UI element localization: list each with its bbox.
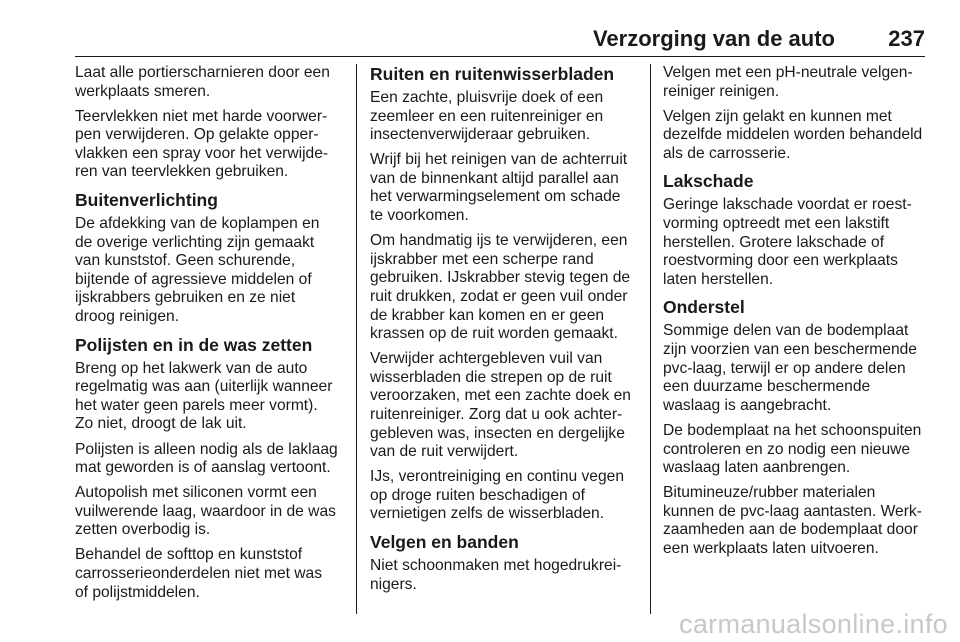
section-title: Verzorging van de auto [592,26,835,51]
paragraph: Velgen zijn gelakt en kunnen met dezelfde middelen worden behandeld als de carrosserie. [663,107,923,162]
paragraph: IJs, verontreiniging en continu vegen op droge ruiten beschadigen of vernietigen zelfs de wisserbladen. [370,468,624,523]
paragraph: Polijsten is alleen nodig als de laklaag mat geworden is of aanslag vertoont. [75,440,338,477]
paragraph: Teervlekken niet met harde voorwer- pen verwijderen. Op gelakte opper- vlakken een spray voor het verwijde- ren van teervlekken gebruiken. [75,107,329,181]
paragraph: De afdekking van de koplampen en de overige verlichting zijn gemaakt van kunststof. Geen schurende, bijtende of agressieve middelen of ijskrabbers gebruiken en ze niet droog reinigen. [75,215,320,326]
column-divider-1 [356,64,357,614]
paragraph: Geringe lakschade voordat er roest- vorming optreedt met een lakstift herstellen. Grotere lakschade of roestvorming door een werkplaats laten herstellen. [663,196,912,288]
heading-velgen: Velgen en banden [370,532,519,553]
paragraph: De bodemplaat na het schoonspuiten controleren en zo nodig een nieuwe waslaag laten aanbrengen. [663,421,922,477]
paragraph: Velgen met een pH-neutrale velgen- reiniger reinigen. [663,64,913,100]
paragraph: Sommige delen van de bodemplaat zijn voorzien van een beschermende pvc-laag, terwijl er op andere delen een duurzame beschermende waslaag is aangebracht. [663,322,917,414]
paragraph: Autopolish met siliconen vormt een vuilwerende laag, waardoor in de was zetten overbodig is. [75,484,336,539]
heading-buitenverlichting: Buitenverlichting [75,190,218,211]
paragraph: Niet schoonmaken met hogedrukrei- nigers. [370,557,622,593]
paragraph: Om handmatig ijs te verwijderen, een ijskrabber met een scherpe rand gebruiken. IJskrabber stevig tegen de ruit drukken, zodat er geen vuil onder de krabber kan komen en er geen krassen op de ruit worden gemaakt. [370,232,631,343]
paragraph: Wrijf bij het reinigen van de achterruit van de binnenkant altijd parallel aan het verwarmingselement om schade te voorkomen. [370,151,628,225]
paragraph: Laat alle portierscharnieren door een werkplaats smeren. [75,64,330,100]
heading-ruiten: Ruiten en ruitenwisserbladen [370,64,615,84]
paragraph: Breng op het lakwerk van de auto regelmatig was aan (uiterlijk wanneer het water geen parels meer vormt). Zo niet, droogt de lak uit. [75,359,333,433]
page-header [75,20,925,57]
heading-onderstel: Onderstel [663,297,745,318]
watermark: carmanualsonline.info [679,609,948,639]
paragraph: Behandel de softtop en kunststof carrosserieonderdelen niet met was of polijstmiddelen. [75,546,323,601]
column-2 [370,64,644,601]
column-3 [663,64,937,565]
paragraph: Verwijder achtergebleven vuil van wisserbladen die strepen op de ruit veroorzaken, met een zachte doek en ruitenreiniger. Zorg dat u ook achter- gebleven was, insecten en dergelijke van de ruit verwijdert. [370,350,631,461]
page-number: 237 [888,26,925,51]
heading-polijsten: Polijsten en in de was zetten [75,334,313,355]
heading-lakschade: Lakschade [663,171,754,192]
paragraph: Een zachte, pluisvrije doek of een zeemleer en een ruitenreiniger en insectenverwijderaar gebruiken. [370,89,604,144]
paragraph: Bitumineuze/rubber materialen kunnen de pvc-laag aantasten. Werk- zaamheden aan de bodemplaat door een werkplaats laten uitvoeren. [663,484,922,557]
column-1 [75,64,349,609]
column-divider-2 [650,64,651,614]
